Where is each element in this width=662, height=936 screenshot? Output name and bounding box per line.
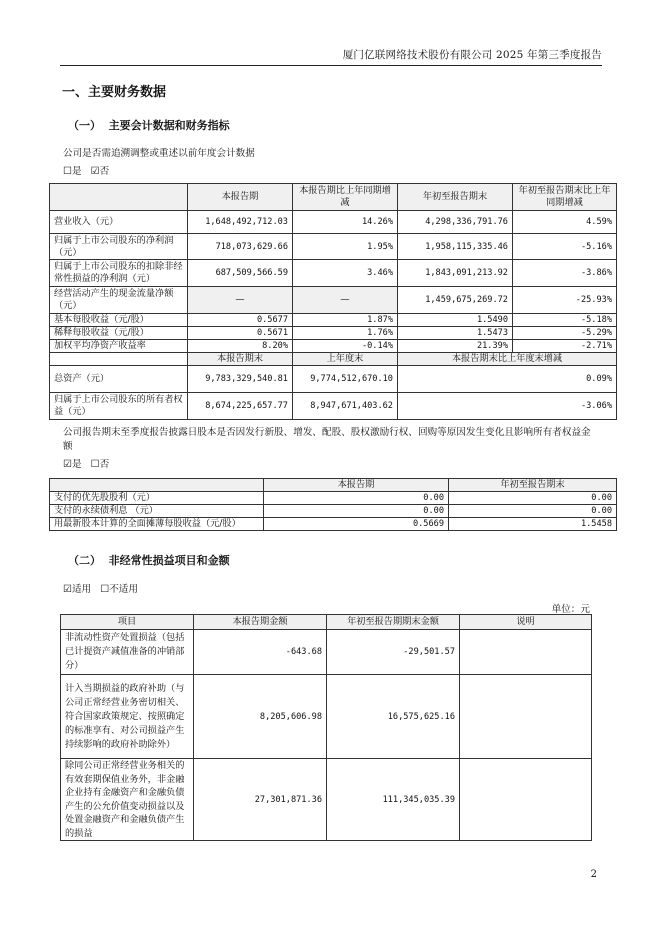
- header-cell: 年初至报告期末: [398, 184, 513, 211]
- table-header-row: [61, 615, 592, 630]
- cell: -5.18%: [513, 314, 617, 327]
- cell: 1,843,091,213.92: [398, 260, 513, 287]
- applicable-yes-label: 适用: [71, 584, 92, 595]
- cell: -2.71%: [513, 340, 617, 353]
- table-row: [50, 287, 617, 314]
- cell: —: [188, 287, 293, 314]
- equity-yes-label: 是: [71, 459, 82, 470]
- cell: 0.5669: [264, 518, 449, 531]
- cell: 4.59%: [513, 211, 617, 234]
- row-label: 支付的优先股股利（元）: [50, 492, 264, 505]
- table-row: [50, 211, 617, 234]
- header-cell: 年初至报告期期末金额: [327, 615, 460, 630]
- diluted-eps-table: [49, 478, 617, 531]
- cell: 687,509,566.59: [188, 260, 293, 287]
- cell: -643.68: [194, 630, 327, 675]
- table-row: [50, 393, 617, 420]
- table-row: [50, 366, 617, 393]
- cell: -5.29%: [513, 327, 617, 340]
- cell: 0.09%: [398, 366, 617, 393]
- cell: 1.5490: [398, 314, 513, 327]
- equity-yes-checkbox[interactable]: ☑: [63, 459, 72, 470]
- applicable-options: [63, 583, 138, 597]
- cell: 9,774,512,670.10: [293, 366, 398, 393]
- cell: 0.5677: [188, 314, 293, 327]
- cell: 9,783,329,540.81: [188, 366, 293, 393]
- cell: [460, 759, 592, 841]
- row-label: 归属于上市公司股东的净利润（元）: [50, 234, 188, 260]
- subsection-number: （二）: [68, 554, 101, 567]
- cell: 0.00: [264, 505, 449, 518]
- applicable-no-checkbox[interactable]: ☐: [100, 584, 110, 595]
- row-label: 除同公司正常经营业务相关的有效套期保值业务外，非金融企业持有金融资产和金融负债产生的公允价值变动损益以及处置金融资产和金融负债产生的损益: [61, 759, 194, 841]
- header-cell: [50, 184, 188, 211]
- table-row: [50, 340, 617, 353]
- header-cell: 本报告期金额: [194, 615, 327, 630]
- retro-options: [63, 165, 109, 179]
- table-subheader-row: [50, 353, 617, 366]
- retro-yes-checkbox[interactable]: ☐: [63, 166, 72, 177]
- cell: 8,674,225,657.77: [188, 393, 293, 420]
- cell: -5.16%: [513, 234, 617, 260]
- row-label: 营业收入（元）: [50, 211, 188, 234]
- table-row: [50, 314, 617, 327]
- subsection-number: （一）: [68, 119, 101, 132]
- subsection-title-2: [68, 552, 230, 568]
- applicable-no-label: 不适用: [109, 584, 138, 595]
- row-label: 归属于上市公司股东的所有者权益（元）: [50, 393, 188, 420]
- row-label: 归属于上市公司股东的扣除非经常性损益的净利润（元）: [50, 260, 188, 287]
- header-cell: 本报告期: [264, 479, 449, 492]
- cell: 8,205,606.98: [194, 675, 327, 759]
- table-row: [61, 675, 592, 759]
- retro-no-checkbox[interactable]: ☑: [90, 166, 100, 177]
- applicable-yes-checkbox[interactable]: ☑: [63, 584, 72, 595]
- cell: -29,501.57: [327, 630, 460, 675]
- retro-question: 公司是否需追溯调整或重述以前年度会计数据: [63, 148, 255, 159]
- cell: 718,073,629.66: [188, 234, 293, 260]
- table-row: [50, 505, 617, 518]
- financial-data-table: [49, 183, 617, 420]
- cell: 1.87%: [293, 314, 398, 327]
- cell: 4,298,336,791.76: [398, 211, 513, 234]
- row-label: 基本每股收益（元/股）: [50, 314, 188, 327]
- cell: [460, 630, 592, 675]
- header-cell: 本报告期: [188, 184, 293, 211]
- cell: 0.00: [449, 492, 617, 505]
- page-number: 2: [590, 869, 597, 880]
- header-divider: [60, 65, 602, 66]
- non-recurring-gains-table: [60, 614, 592, 841]
- header-cell: 本报告期末: [188, 353, 293, 366]
- row-label: 总资产（元）: [50, 366, 188, 393]
- table-row: [50, 518, 617, 531]
- table-header-row: [50, 479, 617, 492]
- unit-label: 单位：元: [551, 604, 590, 615]
- header-cell: 说明: [460, 615, 592, 630]
- header-cell: 本报告期比上年同期增减: [293, 184, 398, 211]
- cell: 27,301,871.36: [194, 759, 327, 841]
- cell: 111,345,035.39: [327, 759, 460, 841]
- subsection-title-1: [68, 117, 230, 133]
- row-label: 稀释每股收益（元/股）: [50, 327, 188, 340]
- header-cell: [50, 353, 188, 366]
- table-row: [50, 492, 617, 505]
- equity-no-label: 否: [99, 459, 110, 470]
- table-row: [61, 630, 592, 675]
- cell: 14.26%: [293, 211, 398, 234]
- header-cell: 项目: [61, 615, 194, 630]
- table-row: [61, 759, 592, 841]
- table-row: [50, 234, 617, 260]
- cell: —: [293, 287, 398, 314]
- equity-change-options: [63, 458, 109, 472]
- header-cell: 年初至报告期末比上年同期增减: [513, 184, 617, 211]
- header-cell: 本报告期末比上年度末增减: [398, 353, 617, 366]
- row-label: 非流动性资产处置损益（包括已计提资产减值准备的冲销部分）: [61, 630, 194, 675]
- cell: 16,575,625.16: [327, 675, 460, 759]
- cell: 1.76%: [293, 327, 398, 340]
- table-header-row: [50, 184, 617, 211]
- cell: 1.5473: [398, 327, 513, 340]
- cell: 0.5671: [188, 327, 293, 340]
- equity-no-checkbox[interactable]: ☐: [90, 459, 100, 470]
- document-header: 厦门亿联网络技术股份有限公司 2025 年第三季度报告: [342, 49, 602, 61]
- cell: -25.93%: [513, 287, 617, 314]
- subsection-label: 非经常性损益项目和金额: [108, 554, 230, 567]
- cell: 8,947,671,403.62: [293, 393, 398, 420]
- cell: 1,958,115,335.46: [398, 234, 513, 260]
- cell: -3.06%: [398, 393, 617, 420]
- table-row: [50, 327, 617, 340]
- cell: 21.39%: [398, 340, 513, 353]
- table-row: [50, 260, 617, 287]
- cell: 1.5458: [449, 518, 617, 531]
- cell: 8.20%: [188, 340, 293, 353]
- cell: 0.00: [449, 505, 617, 518]
- header-cell: 上年度末: [293, 353, 398, 366]
- row-label: 支付的永续债利息 （元）: [50, 505, 264, 518]
- header-cell: [50, 479, 264, 492]
- retro-no-label: 否: [99, 166, 110, 177]
- cell: 1.95%: [293, 234, 398, 260]
- header-cell: 年初至报告期末: [449, 479, 617, 492]
- cell: -0.14%: [293, 340, 398, 353]
- cell: 3.46%: [293, 260, 398, 287]
- cell: 1,459,675,269.72: [398, 287, 513, 314]
- cell: -3.86%: [513, 260, 617, 287]
- cell: 0.00: [264, 492, 449, 505]
- row-label: 计入当期损益的政府补助（与公司正常经营业务密切相关、符合国家政策规定、按照确定的标准享有、对公司损益产生持续影响的政府补助除外）: [61, 675, 194, 759]
- subsection-label: 主要会计数据和财务指标: [108, 119, 230, 132]
- retro-yes-label: 是: [71, 166, 82, 177]
- cell: 1,648,492,712.03: [188, 211, 293, 234]
- equity-change-question: 公司报告期末至季度报告披露日股本是否因发行新股、增发、配股、股权激励行权、回购等原因发生变化且影响所有者权益金额: [63, 427, 591, 452]
- cell: [460, 675, 592, 759]
- row-label: 用最新股本计算的全面摊薄每股收益（元/股）: [50, 518, 264, 531]
- row-label: 加权平均净资产收益率: [50, 340, 188, 353]
- section-title: 一、主要财务数据: [62, 85, 167, 100]
- row-label: 经营活动产生的现金流量净额（元）: [50, 287, 188, 314]
